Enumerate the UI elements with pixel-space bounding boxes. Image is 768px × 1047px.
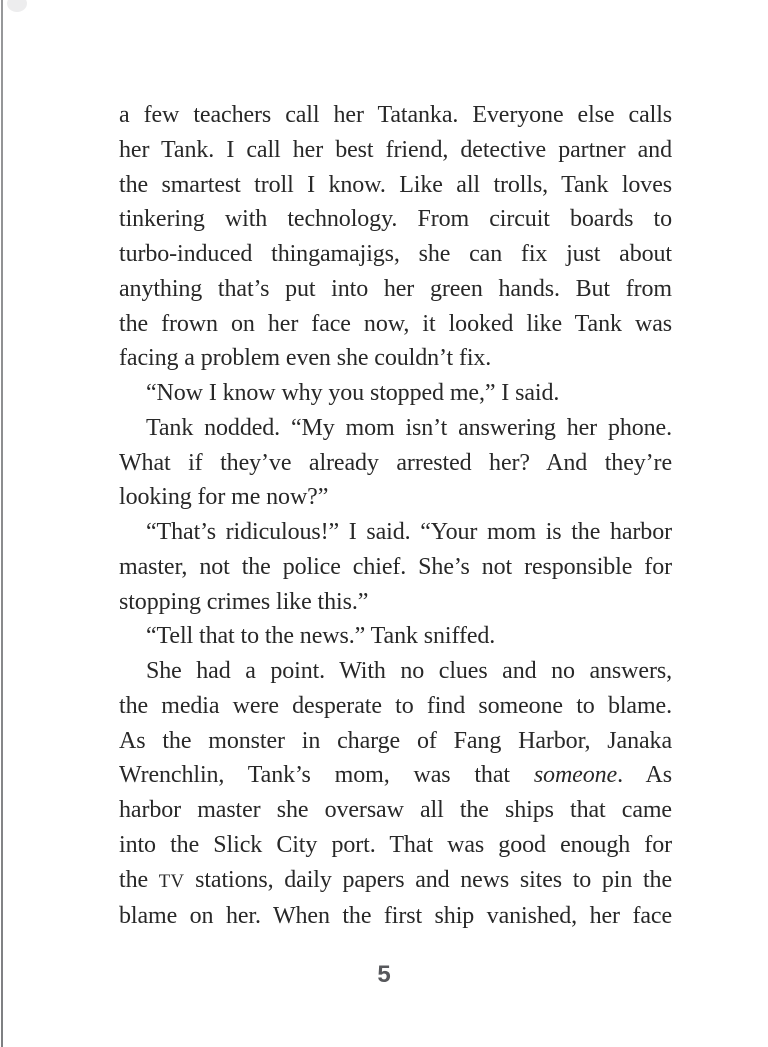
text-segment: into the Slick City port. That was good enough for — [119, 831, 672, 858]
text-line — [119, 724, 672, 759]
text-line — [119, 828, 672, 863]
text-segment: Tank nodded. “My mom isn’t answering her phone. — [146, 414, 672, 441]
text-segment: the frown on her face now, it looked like Tank was — [119, 310, 672, 337]
text-block — [119, 98, 672, 934]
text-segment: looking for me now?” — [119, 484, 329, 511]
text-line — [119, 480, 672, 515]
text-segment: “That’s ridiculous!” I said. “Your mom is the harbor — [146, 519, 672, 545]
text-segment: turbo-induced thingamajigs, she can fix just about — [119, 241, 672, 267]
text-segment: As the monster in charge of Fang Harbor, Janaka — [119, 727, 672, 754]
text-line — [119, 585, 672, 620]
text-segment: blame on her. When the first ship vanished, her face — [119, 903, 672, 930]
text-line — [119, 168, 672, 203]
text-line — [119, 341, 672, 376]
text-line — [119, 376, 672, 411]
page-edge-shadow — [1, 0, 3, 1047]
text-segment: . As — [617, 762, 673, 789]
text-line — [119, 133, 672, 168]
text-segment: anything that’s put into her green hands. But from — [119, 275, 672, 302]
text-line — [119, 550, 672, 585]
text-line — [119, 446, 672, 481]
text-segment: facing a problem even she couldn’t fix. — [119, 345, 492, 372]
text-line — [119, 619, 672, 654]
text-segment: a few teachers call her Tatanka. Everyone else calls — [119, 102, 672, 128]
text-line — [119, 758, 672, 793]
text-segment-smallcaps: TV — [158, 870, 185, 892]
text-segment-italic: someone — [533, 762, 618, 789]
text-line — [119, 272, 672, 307]
text-line — [119, 793, 672, 828]
text-segment: stations, daily papers and news sites to pin the — [184, 866, 672, 893]
text-line — [119, 863, 672, 900]
scan-artifact — [7, 0, 27, 12]
text-line — [119, 307, 672, 342]
text-segment: master, not the police chief. She’s not responsible for — [119, 553, 672, 580]
text-segment: stopping crimes like this.” — [119, 588, 369, 615]
text-segment: “Now I know why you stopped me,” I said. — [146, 380, 560, 406]
text-segment: the smartest troll I know. Like all trolls, Tank loves — [119, 171, 672, 198]
text-segment: the — [119, 866, 159, 893]
text-line — [119, 689, 672, 724]
text-line — [119, 515, 672, 550]
text-segment: harbor master she oversaw all the ships that came — [119, 797, 672, 823]
text-segment: tinkering with technology. From circuit boards to — [119, 206, 672, 233]
text-segment: her Tank. I call her best friend, detective partner and — [119, 136, 672, 163]
text-line — [119, 411, 672, 446]
text-segment: the media were desperate to find someone to blame. — [119, 692, 672, 719]
text-segment: Wrenchlin, Tank’s mom, was that — [119, 762, 534, 789]
text-segment: What if they’ve already arrested her? And they’re — [119, 449, 672, 476]
page-number: 5 — [377, 961, 391, 988]
text-line — [119, 237, 672, 272]
text-line — [119, 202, 672, 237]
text-segment: She had a point. With no clues and no answers, — [146, 658, 672, 684]
text-line — [119, 899, 672, 934]
text-line — [119, 654, 672, 689]
text-segment: “Tell that to the news.” Tank sniffed. — [146, 623, 496, 650]
text-line — [119, 98, 672, 133]
